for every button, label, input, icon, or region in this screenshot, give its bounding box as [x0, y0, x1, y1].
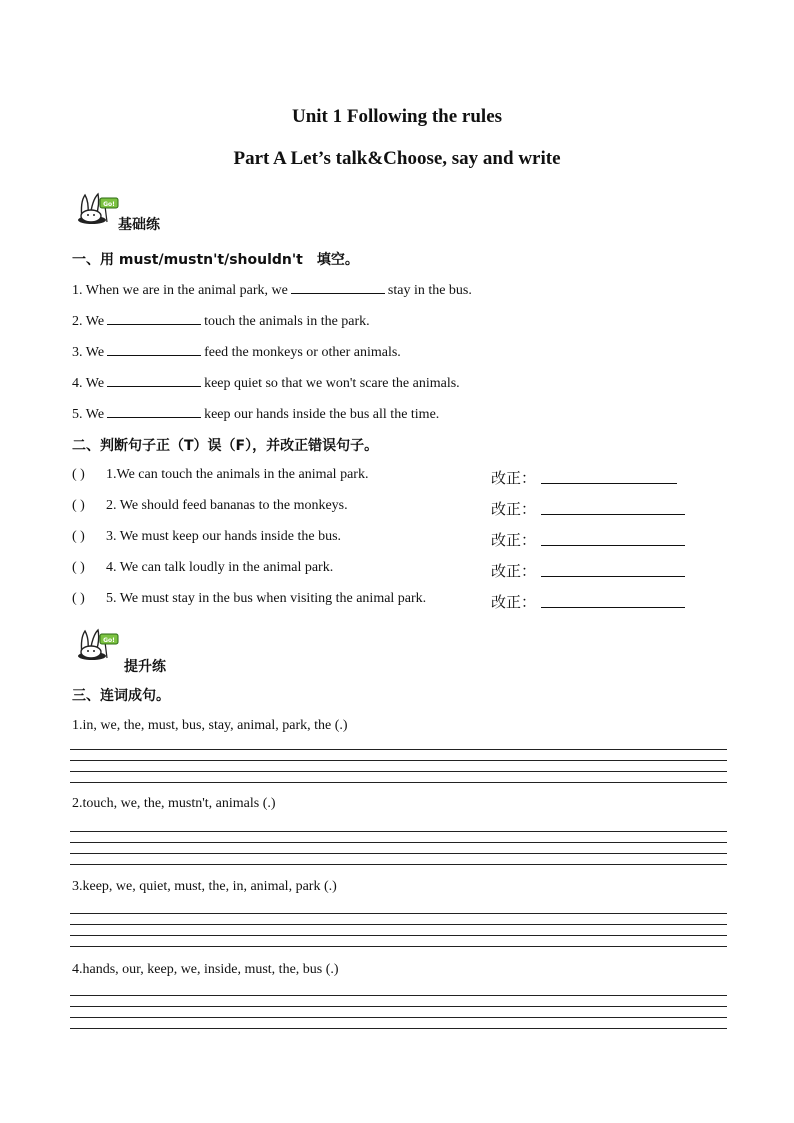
badge-sign-text: Go! [103, 637, 115, 644]
writing-line[interactable] [70, 995, 727, 996]
correction-line[interactable] [541, 607, 685, 608]
tf-item-5 [72, 591, 712, 611]
section-label-basic: 基础练 [118, 217, 160, 233]
fill-item-5: 5. We keep our hands inside the bus all the time. [72, 407, 440, 422]
tf-item-1 [72, 467, 712, 487]
tf-item-3 [72, 529, 712, 549]
writing-line[interactable] [70, 946, 727, 947]
correction-line[interactable] [541, 545, 685, 546]
page-subtitle: Part A Let’s talk&Choose, say and write [233, 148, 561, 169]
writing-line[interactable] [70, 935, 727, 936]
tf-statement: 4. We can talk loudly in the animal park. [106, 560, 334, 575]
bunny-badge-icon [74, 192, 120, 226]
badge-sign-text: Go! [103, 201, 115, 208]
writing-line[interactable] [70, 1017, 727, 1018]
section-label-advanced: 提升练 [124, 659, 166, 675]
section2-heading: 二、判断句子正（T）误（F），并改正错误句子。 [72, 438, 379, 454]
correction-line[interactable] [541, 514, 685, 515]
page-title: Unit 1 Following the rules [291, 106, 503, 127]
tf-item-2 [72, 498, 712, 518]
answer-blank[interactable] [291, 281, 385, 294]
answer-blank[interactable] [107, 343, 201, 356]
writing-line[interactable] [70, 1028, 727, 1029]
fill-item-4: 4. We keep quiet so that we won't scare the animals. [72, 376, 460, 391]
answer-blank[interactable] [107, 374, 201, 387]
tf-statement: 3. We must keep our hands inside the bus. [106, 529, 342, 544]
section1-heading: 一、用 must/mustn't/shouldn't 填空。 [72, 252, 359, 268]
correction-label: 改正： [491, 500, 537, 518]
correction-label: 改正： [491, 469, 537, 487]
answer-blank[interactable] [107, 312, 201, 325]
writing-line[interactable] [70, 864, 727, 865]
fill-item-2: 2. We touch the animals in the park. [72, 314, 370, 329]
correction-label: 改正： [491, 593, 537, 611]
bunny-badge-icon [74, 628, 120, 662]
scramble-item-3: 3.keep, we, quiet, must, the, in, animal, park (.) [72, 879, 337, 894]
tf-answer-paren[interactable]: ( ) [72, 591, 85, 606]
tf-statement: 5. We must stay in the bus when visiting the animal park. [106, 591, 427, 606]
scramble-item-1: 1.in, we, the, must, bus, stay, animal, park, the (.) [72, 718, 348, 733]
writing-line[interactable] [70, 749, 727, 750]
scramble-item-4: 4.hands, our, keep, we, inside, must, the, bus (.) [72, 962, 339, 977]
correction-line[interactable] [541, 483, 677, 484]
section3-heading: 三、连词成句。 [72, 688, 170, 704]
tf-answer-paren[interactable]: ( ) [72, 498, 85, 513]
tf-item-4 [72, 560, 712, 580]
tf-statement: 2. We should feed bananas to the monkeys. [106, 498, 348, 513]
correction-label: 改正： [491, 531, 537, 549]
writing-line[interactable] [70, 782, 727, 783]
fill-item-3: 3. We feed the monkeys or other animals. [72, 345, 401, 360]
correction-label: 改正： [491, 562, 537, 580]
writing-line[interactable] [70, 853, 727, 854]
writing-line[interactable] [70, 842, 727, 843]
tf-answer-paren[interactable]: ( ) [72, 529, 85, 544]
tf-answer-paren[interactable]: ( ) [72, 467, 85, 482]
scramble-item-2: 2.touch, we, the, mustn't, animals (.) [72, 796, 276, 811]
writing-line[interactable] [70, 924, 727, 925]
writing-line[interactable] [70, 771, 727, 772]
answer-blank[interactable] [107, 405, 201, 418]
writing-line[interactable] [70, 831, 727, 832]
tf-answer-paren[interactable]: ( ) [72, 560, 85, 575]
writing-line[interactable] [70, 760, 727, 761]
fill-item-1: 1. When we are in the animal park, we stay in the bus. [72, 283, 472, 298]
correction-line[interactable] [541, 576, 685, 577]
writing-line[interactable] [70, 913, 727, 914]
tf-statement: 1.We can touch the animals in the animal park. [106, 467, 369, 482]
writing-line[interactable] [70, 1006, 727, 1007]
